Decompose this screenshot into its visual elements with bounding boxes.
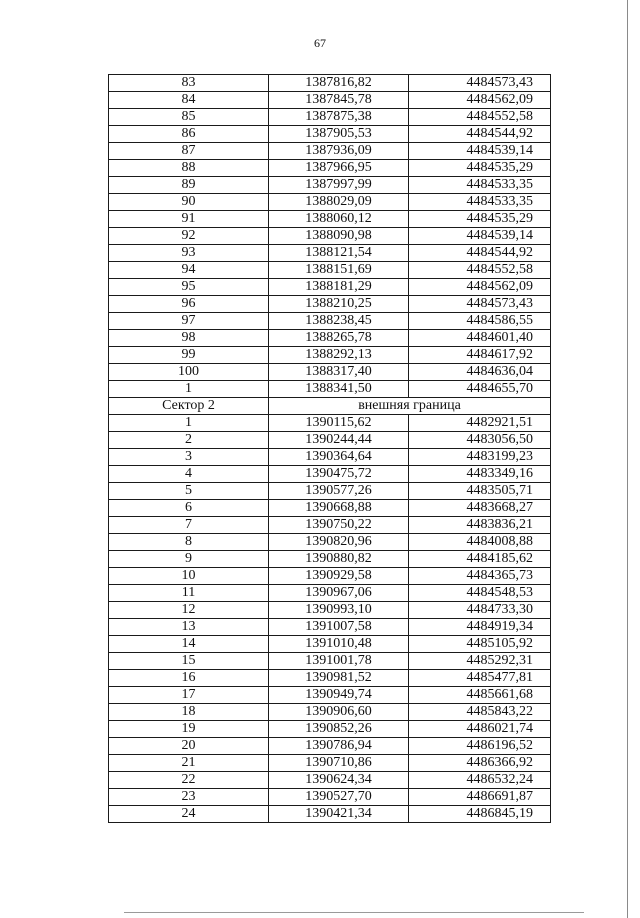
scan-edge-right	[627, 0, 628, 918]
point-number-cell: 96	[109, 296, 269, 313]
table-row	[109, 789, 551, 806]
table-row	[109, 551, 551, 568]
table-row	[109, 670, 551, 687]
y-coordinate-cell: 4485105,92	[409, 636, 551, 653]
point-number-cell: 89	[109, 177, 269, 194]
table-row	[109, 432, 551, 449]
table-row	[109, 704, 551, 721]
x-coordinate-cell: 1388181,29	[269, 279, 409, 296]
point-number-cell: 1	[109, 381, 269, 398]
y-coordinate-cell: 4486532,24	[409, 772, 551, 789]
x-coordinate-cell: 1390880,82	[269, 551, 409, 568]
point-number-cell: 12	[109, 602, 269, 619]
table-row	[109, 653, 551, 670]
table-row	[109, 296, 551, 313]
point-number-cell: 98	[109, 330, 269, 347]
y-coordinate-cell: 4483836,21	[409, 517, 551, 534]
x-coordinate-cell: 1388090,98	[269, 228, 409, 245]
y-coordinate-cell: 4484573,43	[409, 75, 551, 92]
point-number-cell: 92	[109, 228, 269, 245]
y-coordinate-cell: 4485843,22	[409, 704, 551, 721]
y-coordinate-cell: 4484562,09	[409, 279, 551, 296]
table-row	[109, 721, 551, 738]
x-coordinate-cell: 1387816,82	[269, 75, 409, 92]
point-number-cell: 91	[109, 211, 269, 228]
point-number-cell: 99	[109, 347, 269, 364]
point-number-cell: 11	[109, 585, 269, 602]
table-row	[109, 619, 551, 636]
x-coordinate-cell: 1390750,22	[269, 517, 409, 534]
x-coordinate-cell: 1388292,13	[269, 347, 409, 364]
x-coordinate-cell: 1391007,58	[269, 619, 409, 636]
y-coordinate-cell: 4486021,74	[409, 721, 551, 738]
sector-description: внешняя граница	[269, 398, 551, 415]
x-coordinate-cell: 1390993,10	[269, 602, 409, 619]
y-coordinate-cell: 4484185,62	[409, 551, 551, 568]
y-coordinate-cell: 4484586,55	[409, 313, 551, 330]
point-number-cell: 22	[109, 772, 269, 789]
coordinates-table-top-rows	[109, 75, 551, 398]
y-coordinate-cell: 4484535,29	[409, 211, 551, 228]
y-coordinate-cell: 4483668,27	[409, 500, 551, 517]
x-coordinate-cell: 1388341,50	[269, 381, 409, 398]
y-coordinate-cell: 4485292,31	[409, 653, 551, 670]
y-coordinate-cell: 4484539,14	[409, 143, 551, 160]
table-row	[109, 177, 551, 194]
point-number-cell: 100	[109, 364, 269, 381]
table-row	[109, 75, 551, 92]
y-coordinate-cell: 4484733,30	[409, 602, 551, 619]
table-row	[109, 449, 551, 466]
point-number-cell: 23	[109, 789, 269, 806]
point-number-cell: 2	[109, 432, 269, 449]
y-coordinate-cell: 4484535,29	[409, 160, 551, 177]
table-row	[109, 143, 551, 160]
table-row	[109, 687, 551, 704]
point-number-cell: 3	[109, 449, 269, 466]
y-coordinate-cell: 4484655,70	[409, 381, 551, 398]
y-coordinate-cell: 4484552,58	[409, 262, 551, 279]
point-number-cell: 95	[109, 279, 269, 296]
point-number-cell: 17	[109, 687, 269, 704]
y-coordinate-cell: 4484919,34	[409, 619, 551, 636]
y-coordinate-cell: 4485477,81	[409, 670, 551, 687]
table-row	[109, 262, 551, 279]
table-row	[109, 738, 551, 755]
x-coordinate-cell: 1390244,44	[269, 432, 409, 449]
point-number-cell: 88	[109, 160, 269, 177]
x-coordinate-cell: 1390527,70	[269, 789, 409, 806]
x-coordinate-cell: 1387845,78	[269, 92, 409, 109]
point-number-cell: 13	[109, 619, 269, 636]
y-coordinate-cell: 4484533,35	[409, 194, 551, 211]
y-coordinate-cell: 4484544,92	[409, 126, 551, 143]
table-row	[109, 160, 551, 177]
point-number-cell: 14	[109, 636, 269, 653]
x-coordinate-cell: 1387875,38	[269, 109, 409, 126]
table-row	[109, 500, 551, 517]
point-number-cell: 4	[109, 466, 269, 483]
point-number-cell: 85	[109, 109, 269, 126]
y-coordinate-cell: 4482921,51	[409, 415, 551, 432]
y-coordinate-cell: 4486691,87	[409, 789, 551, 806]
y-coordinate-cell: 4485661,68	[409, 687, 551, 704]
y-coordinate-cell: 4484601,40	[409, 330, 551, 347]
y-coordinate-cell: 4483056,50	[409, 432, 551, 449]
point-number-cell: 10	[109, 568, 269, 585]
x-coordinate-cell: 1390820,96	[269, 534, 409, 551]
table-row	[109, 313, 551, 330]
y-coordinate-cell: 4484617,92	[409, 347, 551, 364]
sector-label: Сектор 2	[109, 398, 269, 415]
point-number-cell: 94	[109, 262, 269, 279]
point-number-cell: 87	[109, 143, 269, 160]
x-coordinate-cell: 1390929,58	[269, 568, 409, 585]
y-coordinate-cell: 4484544,92	[409, 245, 551, 262]
x-coordinate-cell: 1391001,78	[269, 653, 409, 670]
table-row	[109, 602, 551, 619]
x-coordinate-cell: 1388060,12	[269, 211, 409, 228]
table-row	[109, 636, 551, 653]
table-row	[109, 364, 551, 381]
point-number-cell: 24	[109, 806, 269, 823]
x-coordinate-cell: 1390624,34	[269, 772, 409, 789]
point-number-cell: 5	[109, 483, 269, 500]
x-coordinate-cell: 1390668,88	[269, 500, 409, 517]
table-row	[109, 755, 551, 772]
x-coordinate-cell: 1390421,34	[269, 806, 409, 823]
point-number-cell: 9	[109, 551, 269, 568]
x-coordinate-cell: 1388265,78	[269, 330, 409, 347]
table-row	[109, 534, 551, 551]
y-coordinate-cell: 4484573,43	[409, 296, 551, 313]
point-number-cell: 16	[109, 670, 269, 687]
table-row	[109, 245, 551, 262]
x-coordinate-cell: 1390967,06	[269, 585, 409, 602]
x-coordinate-cell: 1390852,26	[269, 721, 409, 738]
sector-header-row	[109, 398, 551, 415]
x-coordinate-cell: 1387966,95	[269, 160, 409, 177]
coordinates-table	[108, 74, 551, 823]
page-number: 67	[314, 36, 326, 50]
x-coordinate-cell: 1388029,09	[269, 194, 409, 211]
table-row	[109, 585, 551, 602]
table-row	[109, 330, 551, 347]
x-coordinate-cell: 1390786,94	[269, 738, 409, 755]
table-row	[109, 279, 551, 296]
point-number-cell: 90	[109, 194, 269, 211]
x-coordinate-cell: 1391010,48	[269, 636, 409, 653]
table-row	[109, 466, 551, 483]
x-coordinate-cell: 1390577,26	[269, 483, 409, 500]
table-row	[109, 126, 551, 143]
point-number-cell: 86	[109, 126, 269, 143]
x-coordinate-cell: 1390949,74	[269, 687, 409, 704]
point-number-cell: 84	[109, 92, 269, 109]
point-number-cell: 8	[109, 534, 269, 551]
table-row	[109, 381, 551, 398]
y-coordinate-cell: 4483505,71	[409, 483, 551, 500]
point-number-cell: 19	[109, 721, 269, 738]
y-coordinate-cell: 4484008,88	[409, 534, 551, 551]
x-coordinate-cell: 1388317,40	[269, 364, 409, 381]
y-coordinate-cell: 4484533,35	[409, 177, 551, 194]
y-coordinate-cell: 4484636,04	[409, 364, 551, 381]
x-coordinate-cell: 1390364,64	[269, 449, 409, 466]
table-row	[109, 228, 551, 245]
table-row	[109, 92, 551, 109]
point-number-cell: 1	[109, 415, 269, 432]
point-number-cell: 6	[109, 500, 269, 517]
x-coordinate-cell: 1387905,53	[269, 126, 409, 143]
x-coordinate-cell: 1387936,09	[269, 143, 409, 160]
x-coordinate-cell: 1388238,45	[269, 313, 409, 330]
point-number-cell: 20	[109, 738, 269, 755]
point-number-cell: 97	[109, 313, 269, 330]
table-row	[109, 415, 551, 432]
point-number-cell: 18	[109, 704, 269, 721]
x-coordinate-cell: 1388210,25	[269, 296, 409, 313]
table-row	[109, 109, 551, 126]
x-coordinate-cell: 1390906,60	[269, 704, 409, 721]
point-number-cell: 7	[109, 517, 269, 534]
point-number-cell: 83	[109, 75, 269, 92]
table-row	[109, 194, 551, 211]
x-coordinate-cell: 1390115,62	[269, 415, 409, 432]
y-coordinate-cell: 4486845,19	[409, 806, 551, 823]
x-coordinate-cell: 1390710,86	[269, 755, 409, 772]
y-coordinate-cell: 4484548,53	[409, 585, 551, 602]
table-row	[109, 347, 551, 364]
table-row	[109, 211, 551, 228]
table-row	[109, 806, 551, 823]
scan-edge-bottom	[124, 912, 584, 913]
point-number-cell: 15	[109, 653, 269, 670]
coordinates-table-bottom-rows	[109, 415, 551, 823]
y-coordinate-cell: 4484365,73	[409, 568, 551, 585]
x-coordinate-cell: 1390981,52	[269, 670, 409, 687]
y-coordinate-cell: 4483349,16	[409, 466, 551, 483]
y-coordinate-cell: 4486366,92	[409, 755, 551, 772]
table-row	[109, 772, 551, 789]
x-coordinate-cell: 1388121,54	[269, 245, 409, 262]
sector-header-section	[109, 398, 551, 415]
table-row	[109, 568, 551, 585]
y-coordinate-cell: 4486196,52	[409, 738, 551, 755]
y-coordinate-cell: 4483199,23	[409, 449, 551, 466]
y-coordinate-cell: 4484539,14	[409, 228, 551, 245]
y-coordinate-cell: 4484552,58	[409, 109, 551, 126]
point-number-cell: 93	[109, 245, 269, 262]
table-row	[109, 517, 551, 534]
x-coordinate-cell: 1387997,99	[269, 177, 409, 194]
table-row	[109, 483, 551, 500]
y-coordinate-cell: 4484562,09	[409, 92, 551, 109]
x-coordinate-cell: 1388151,69	[269, 262, 409, 279]
point-number-cell: 21	[109, 755, 269, 772]
x-coordinate-cell: 1390475,72	[269, 466, 409, 483]
